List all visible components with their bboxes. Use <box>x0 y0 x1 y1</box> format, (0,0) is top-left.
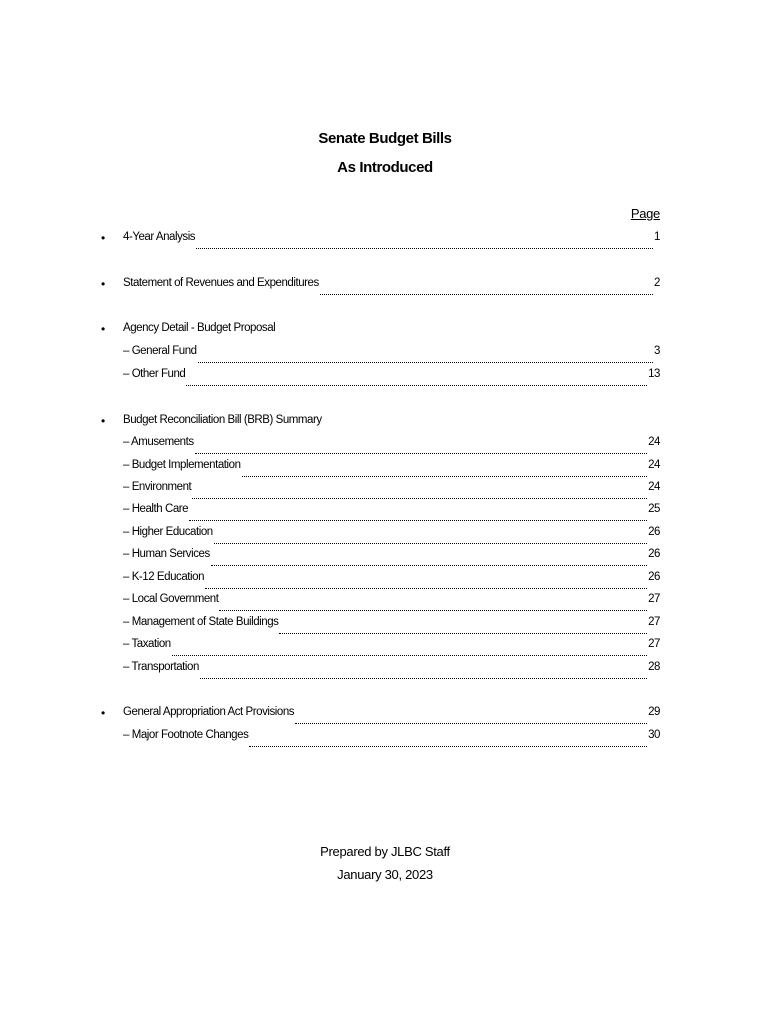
toc-entry-page: 24 <box>648 481 660 493</box>
toc-entry-page: 2 <box>654 277 660 289</box>
dot-leader <box>172 645 647 656</box>
toc-entry-label: 4-Year Analysis <box>123 231 196 243</box>
bullet-icon: • <box>101 414 105 428</box>
toc-entry-page: 24 <box>648 459 660 471</box>
toc-entry-other-fund[interactable] <box>123 368 660 386</box>
toc-entry-page: 27 <box>648 593 660 605</box>
dot-leader <box>295 713 647 724</box>
dot-leader <box>186 375 647 386</box>
document-title <box>0 124 770 182</box>
toc-entry-taxation[interactable] <box>123 638 660 656</box>
bullet-icon: • <box>101 706 105 720</box>
toc-entry-general-fund[interactable] <box>123 345 660 363</box>
toc-entry-management-of-state-buildings[interactable] <box>123 616 660 634</box>
dot-leader <box>279 623 647 634</box>
toc-entry-page: 24 <box>648 436 660 448</box>
toc-section-agency-detail <box>101 322 660 340</box>
document-footer <box>0 840 770 886</box>
dot-leader <box>211 555 647 566</box>
dot-leader <box>205 578 647 589</box>
toc-entry-environment[interactable] <box>123 481 660 499</box>
bullet-icon: • <box>101 322 105 336</box>
toc-entry-major-footnote-changes[interactable] <box>123 729 660 747</box>
toc-entry-label: – Taxation <box>123 638 171 650</box>
toc-entry-page: 28 <box>648 661 660 673</box>
title-line-2: As Introduced <box>337 159 433 176</box>
toc-entry-label: – General Fund <box>123 345 197 357</box>
bullet-icon: • <box>101 231 105 245</box>
toc-entry-local-government[interactable] <box>123 593 660 611</box>
dot-leader <box>192 488 647 499</box>
toc-section-label: Agency Detail - Budget Proposal <box>123 322 276 334</box>
dot-leader <box>200 668 647 679</box>
toc-entry-label: – Other Fund <box>123 368 186 380</box>
toc-entry-health-care[interactable] <box>123 503 660 521</box>
dot-leader <box>214 533 647 544</box>
toc-entry-label: – Major Footnote Changes <box>123 729 249 741</box>
toc-entry-label: General Appropriation Act Provisions <box>123 706 295 718</box>
dot-leader <box>195 443 647 454</box>
bullet-icon: • <box>101 277 105 291</box>
toc-entry-page: 3 <box>654 345 660 357</box>
toc-entry-amusements[interactable] <box>123 436 660 454</box>
dot-leader <box>189 510 647 521</box>
toc-entry-page: 27 <box>648 638 660 650</box>
toc-entry-page: 1 <box>654 231 660 243</box>
toc-entry-general-appropriation-act[interactable] <box>101 706 660 724</box>
toc-entry-page: 26 <box>648 548 660 560</box>
toc-entry-label: – Budget Implementation <box>123 459 241 471</box>
toc-section-label: Budget Reconciliation Bill (BRB) Summary <box>123 414 322 426</box>
toc-entry-statement-of-revenues[interactable] <box>101 277 660 295</box>
dot-leader <box>320 284 653 295</box>
toc-section-brb-summary <box>101 414 660 432</box>
dot-leader <box>249 736 647 747</box>
toc-entry-label: Statement of Revenues and Expenditures <box>123 277 319 289</box>
toc-entry-label: – Environment <box>123 481 192 493</box>
toc-entry-4-year-analysis[interactable] <box>101 231 660 249</box>
toc-entry-page: 13 <box>648 368 660 380</box>
toc-entry-label: – Local Government <box>123 593 219 605</box>
toc-entry-label: – Amusements <box>123 436 194 448</box>
title-line-1: Senate Budget Bills <box>318 130 452 147</box>
toc-entry-label: – Management of State Buildings <box>123 616 279 628</box>
dot-leader <box>242 466 648 477</box>
toc-entry-page: 25 <box>648 503 660 515</box>
toc-entry-page: 26 <box>648 526 660 538</box>
toc-entry-label: – Transportation <box>123 661 199 673</box>
toc-entry-page: 27 <box>648 616 660 628</box>
dot-leader <box>196 238 653 249</box>
toc-entry-label: – Health Care <box>123 503 189 515</box>
dot-leader <box>198 352 653 363</box>
toc-entry-higher-education[interactable] <box>123 526 660 544</box>
prepared-by: Prepared by JLBC Staff <box>320 844 450 859</box>
toc-entry-label: – Higher Education <box>123 526 213 538</box>
toc-entry-label: – Human Services <box>123 548 210 560</box>
toc-entry-transportation[interactable] <box>123 661 660 679</box>
dot-leader <box>219 600 647 611</box>
document-date: January 30, 2023 <box>337 867 433 882</box>
toc-entry-page: 30 <box>648 729 660 741</box>
toc-entry-budget-implementation[interactable] <box>123 459 660 477</box>
toc-entry-label: – K-12 Education <box>123 571 205 583</box>
toc-entry-page: 29 <box>648 706 660 718</box>
toc-entry-page: 26 <box>648 571 660 583</box>
toc-entry-k12-education[interactable] <box>123 571 660 589</box>
page-column-header: Page <box>630 206 660 221</box>
toc-entry-human-services[interactable] <box>123 548 660 566</box>
